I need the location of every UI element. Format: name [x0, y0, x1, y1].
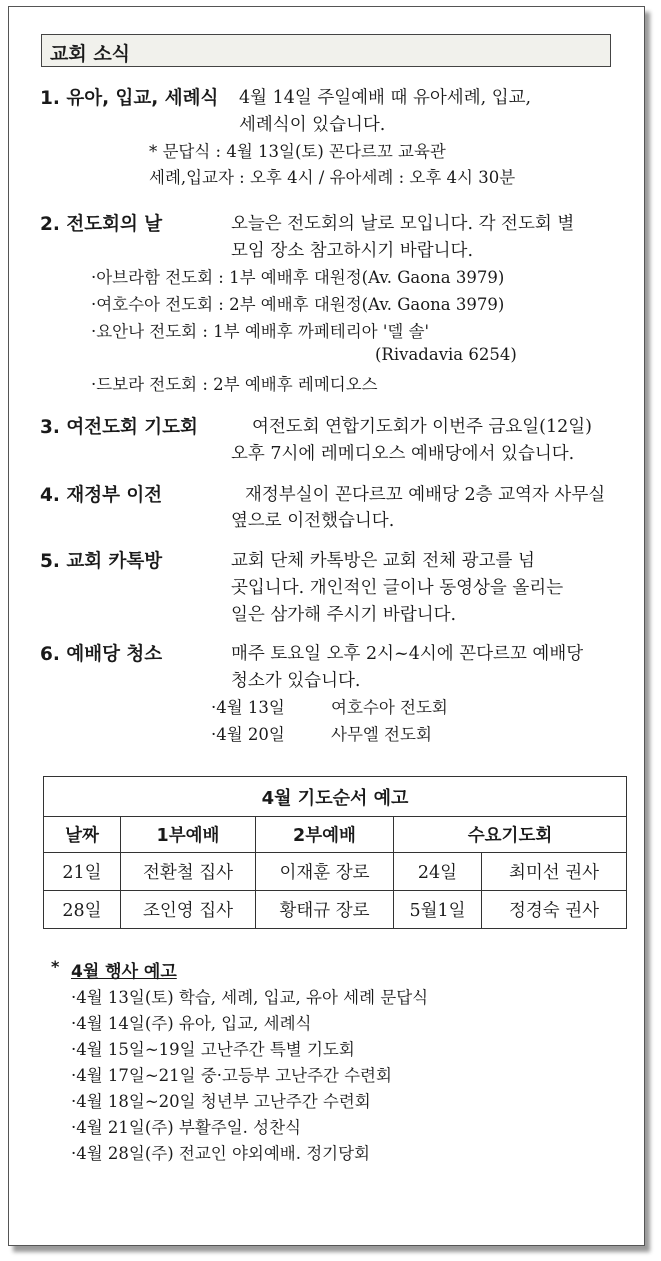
item-1-line-2: 세례식이 있습니다.: [239, 115, 386, 135]
table-header: 2부예배: [256, 817, 394, 853]
table-cell: 5월1일: [394, 891, 482, 929]
item-5-line-3: 일은 삼가해 주시기 바랍니다.: [231, 605, 457, 625]
table-cell: 전환철 집사: [121, 853, 256, 891]
table-cell: 최미선 권사: [482, 853, 627, 891]
table-cell: 이재훈 장로: [256, 853, 394, 891]
section-title: 교회 소식: [50, 43, 131, 65]
table-header: 수요기도회: [394, 817, 627, 853]
table-cell: 조인영 집사: [121, 891, 256, 929]
item-5-line-1: 교회 단체 카톡방은 교회 전체 광고를 넘: [231, 551, 535, 571]
section-header: [41, 34, 611, 67]
prayer-schedule-table: [43, 776, 627, 929]
item-4-line-2: 옆으로 이전했습니다.: [231, 511, 395, 531]
table-row: [44, 853, 627, 891]
item-6-title: 6. 예배당 청소: [40, 644, 163, 665]
table-cell: 24일: [394, 853, 482, 891]
event-item: ·4월 14일(주) 유아, 입교, 세례식: [71, 1014, 312, 1033]
prayer-table-title: 4월 기도순서 예고: [44, 777, 627, 817]
table-cell: 황태규 장로: [256, 891, 394, 929]
item-2-line-1: 오늘은 전도회의 날로 모입니다. 각 전도회 별: [231, 214, 575, 234]
item-5-title: 5. 교회 카톡방: [40, 551, 163, 572]
item-2-note-2: ·여호수아 전도회 : 2부 예배후 대원정(Av. Gaona 3979): [91, 295, 505, 314]
table-cell: 정경숙 권사: [482, 891, 627, 929]
bulletin-page: [8, 6, 645, 1246]
schedule-date-2: ·4월 20일: [211, 725, 285, 744]
event-item: ·4월 15일~19일 고난주간 특별 기도회: [71, 1040, 355, 1059]
item-2-note-1: ·아브라함 전도회 : 1부 예배후 대원정(Av. Gaona 3979): [91, 268, 505, 287]
item-2-note-4: (Rivadavia 6254): [375, 345, 517, 364]
event-item: ·4월 13일(토) 학습, 세례, 입교, 유아 세례 문답식: [71, 988, 429, 1007]
item-1-note-1: * 문답식 : 4월 13일(토) 꼰다르꼬 교육관: [149, 142, 446, 161]
event-item: ·4월 21일(주) 부활주일. 성찬식: [71, 1118, 301, 1137]
item-5-line-2: 곳입니다. 개인적인 글이나 동영상을 올리는: [231, 578, 564, 598]
event-item: ·4월 17일~21일 중·고등부 고난주간 수련회: [71, 1066, 392, 1085]
table-row: [44, 891, 627, 929]
item-2-note-5: ·드보라 전도회 : 2부 예배후 레메디오스: [91, 375, 378, 394]
event-item: ·4월 28일(주) 전교인 야외예배. 정기당회: [71, 1144, 370, 1163]
table-cell: 28일: [44, 891, 121, 929]
table-cell: 21일: [44, 853, 121, 891]
item-3-title: 3. 여전도회 기도회: [40, 417, 198, 438]
event-item: ·4월 18일~20일 청년부 고난주간 수련회: [71, 1092, 371, 1111]
item-1-note-2: 세례,입교자 : 오후 4시 / 유아세례 : 오후 4시 30분: [149, 168, 516, 187]
item-2-note-3: ·요안나 전도회 : 1부 예배후 까페테리아 '델 솔': [91, 322, 430, 341]
events-marker: *: [51, 957, 60, 976]
item-3-line-1: 여전도회 연합기도회가 이번주 금요일(12일): [252, 417, 592, 437]
item-1-title: 1. 유아, 입교, 세례식: [40, 88, 219, 109]
table-header: 날짜: [44, 817, 121, 853]
item-6-line-1: 매주 토요일 오후 2시~4시에 꼰다르꼬 예배당: [231, 644, 584, 664]
schedule-date-1: ·4월 13일: [211, 698, 285, 717]
item-4-title: 4. 재정부 이전: [40, 485, 163, 506]
item-2-line-2: 모임 장소 참고하시기 바랍니다.: [231, 241, 474, 261]
item-4-line-1: 재정부실이 꼰다르꼬 예배당 2층 교역자 사무실: [245, 485, 606, 505]
schedule-group-2: 사무엘 전도회: [331, 725, 432, 744]
item-1-line-1: 4월 14일 주일예배 때 유아세례, 입교,: [239, 88, 532, 108]
item-6-line-2: 청소가 있습니다.: [231, 671, 361, 691]
item-3-line-2: 오후 7시에 레메디오스 예배당에서 있습니다.: [231, 444, 575, 464]
table-header: 1부예배: [121, 817, 256, 853]
events-title: 4월 행사 예고: [71, 962, 177, 982]
schedule-group-1: 여호수아 전도회: [331, 698, 448, 717]
item-2-title: 2. 전도회의 날: [40, 214, 163, 235]
